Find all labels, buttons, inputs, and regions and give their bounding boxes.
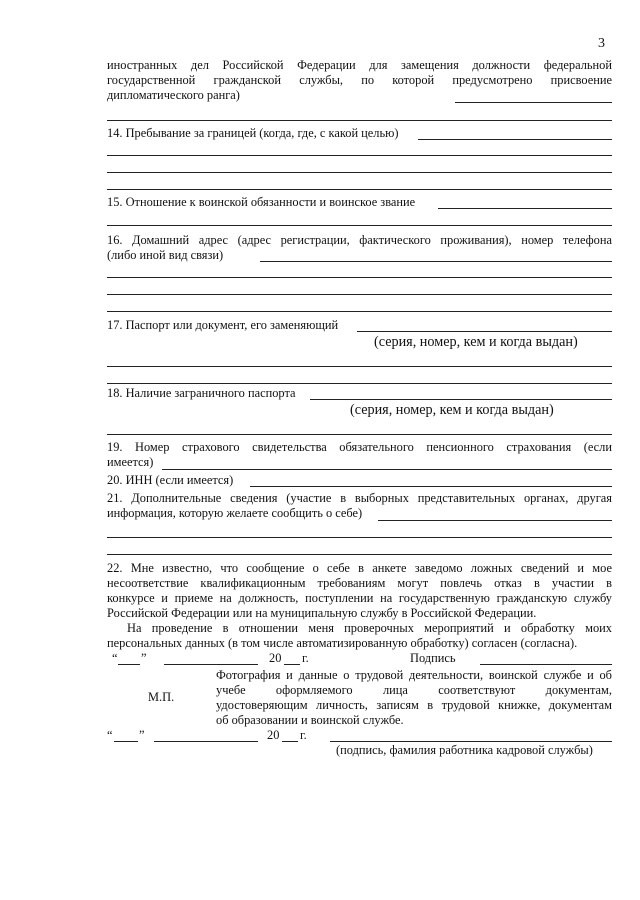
item16-answer-line[interactable] [107, 294, 612, 295]
item17-answer-line[interactable] [357, 331, 612, 332]
item14-answer-line[interactable] [107, 189, 612, 190]
page-number: 3 [598, 36, 605, 51]
item14-answer-line[interactable] [107, 155, 612, 156]
item17-answer-line[interactable] [107, 366, 612, 367]
date2-open-quote: “ [107, 728, 113, 742]
item17-hint: (серия, номер, кем и когда выдан) [374, 334, 578, 350]
item13-line3: дипломатического ранга) [107, 88, 240, 102]
item16-line2: (либо иной вид связи) [107, 248, 224, 262]
item20-label: 20. ИНН (если имеется) [107, 473, 234, 487]
item18-hint: (серия, номер, кем и когда выдан) [350, 402, 554, 418]
item15-label: 15. Отношение к воинской обязанности и воинское звание [107, 195, 416, 209]
item22-line3: конкурсе и приеме на должность, поступлении на государственную гражданскую службу [107, 591, 612, 605]
date1-year-suffix: г. [302, 651, 309, 665]
consent-line2: персональных данных (в том числе автоматизированную обработку) согласен (согласна). [107, 636, 578, 650]
date1-year-field[interactable] [284, 664, 300, 665]
date2-day-field[interactable] [114, 741, 138, 742]
date2-year-field[interactable] [282, 741, 298, 742]
item16-answer-line[interactable] [107, 277, 612, 278]
verification-line2: учебе оформляемого лица соответствуют документам, [216, 683, 612, 697]
item22-line1: 22. Мне известно, что сообщение о себе в анкете заведомо ложных сведений и мое [107, 561, 612, 575]
date1-open-quote: “ [112, 651, 118, 665]
item14-answer-line[interactable] [107, 172, 612, 173]
item21-answer-line[interactable] [107, 537, 612, 538]
item14-answer-line[interactable] [418, 139, 612, 140]
item18-answer-line[interactable] [310, 399, 612, 400]
date1-year-prefix: 20 [269, 651, 282, 665]
date2-year-suffix: г. [300, 728, 307, 742]
signature-label: Подпись [410, 651, 456, 665]
stamp-label: М.П. [148, 690, 175, 704]
item18-label: 18. Наличие заграничного паспорта [107, 386, 296, 400]
date1-close-quote: ” [141, 651, 147, 665]
date2-close-quote: ” [139, 728, 145, 742]
item22-line2: несоответствие квалификационным требованиям могут повлечь отказ в участии в [107, 576, 612, 590]
verification-line3: удостоверяющим личность, записям в трудовой книжке, документам [216, 698, 612, 712]
item13-answer-line[interactable] [107, 120, 612, 121]
date1-month-field[interactable] [164, 664, 258, 665]
item16-answer-line[interactable] [107, 311, 612, 312]
item18-answer-line[interactable] [107, 434, 612, 435]
item21-line2: информация, которую желаете сообщить о себе) [107, 506, 363, 520]
item19-answer-line[interactable] [162, 469, 612, 470]
item20-answer-line[interactable] [250, 486, 612, 487]
item14-label: 14. Пребывание за границей (когда, где, с какой целью) [107, 126, 399, 140]
item19-line2: имеется) [107, 455, 154, 469]
item13-answer-line[interactable] [455, 102, 612, 103]
item22-line4: Российской Федерации или на муниципальную службу в Российской Федерации. [107, 606, 537, 620]
date1-day-field[interactable] [118, 664, 140, 665]
date2-month-field[interactable] [154, 741, 258, 742]
item21-answer-line[interactable] [378, 520, 612, 521]
item21-line1: 21. Дополнительные сведения (участие в выборных представительных органах, другая [107, 491, 612, 505]
consent-line1: На проведение в отношении меня проверочных мероприятий и обработку моих [127, 621, 612, 635]
item16-answer-line[interactable] [260, 261, 612, 262]
item16-line1: 16. Домашний адрес (адрес регистрации, фактического проживания), номер телефона [107, 233, 612, 247]
item15-answer-line[interactable] [107, 225, 612, 226]
verification-line1: Фотография и данные о трудовой деятельности, воинской службе и об [216, 668, 612, 682]
item17-answer-line[interactable] [107, 383, 612, 384]
item15-answer-line[interactable] [438, 208, 612, 209]
hr-signature-caption: (подпись, фамилия работника кадровой службы) [336, 743, 593, 757]
item13-line2: государственной гражданской службы, по которой предусмотрено присвоение [107, 73, 612, 87]
hr-signature-field[interactable] [330, 741, 612, 742]
item21-answer-line[interactable] [107, 554, 612, 555]
item13-line1: иностранных дел Российской Федерации для замещения должности федеральной [107, 58, 612, 72]
date2-year-prefix: 20 [267, 728, 280, 742]
item17-label: 17. Паспорт или документ, его заменяющий [107, 318, 339, 332]
item19-line1: 19. Номер страхового свидетельства обязательного пенсионного страхования (если [107, 440, 612, 454]
signature-field[interactable] [480, 664, 612, 665]
verification-line4: об образовании и воинской службе. [216, 713, 404, 727]
